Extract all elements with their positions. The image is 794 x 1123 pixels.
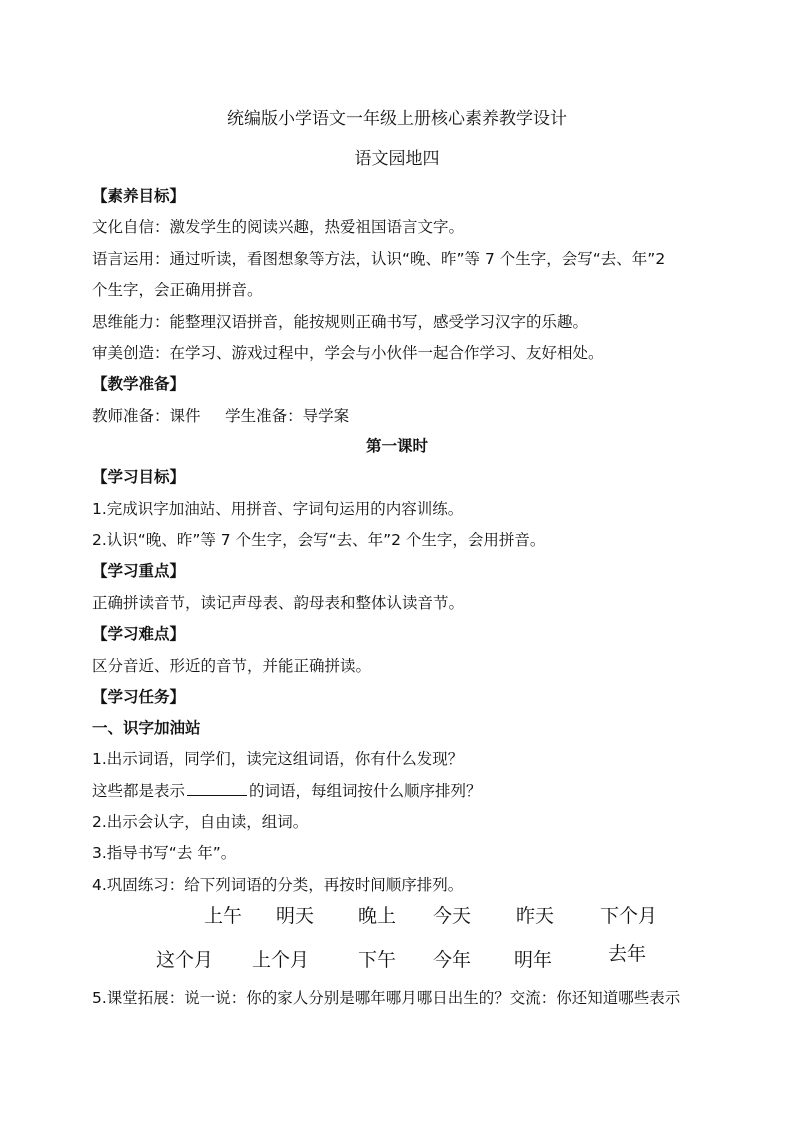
task-5: 5.课堂拓展：说一说：你的家人分别是哪年哪月哪日出生的？交流：你还知道哪些表示 xyxy=(92,989,681,1007)
goal-language-1: 语言运用：通过听读，看图想象等方法，认识“晚、昨”等 7 个生字，会写“去、年”2 xyxy=(92,250,666,268)
goal-language-2: 个生字，会正确用拼音。 xyxy=(92,281,263,299)
goal-aesthetic: 审美创造：在学习、游戏过程中，学会与小伙伴一起合作学习、友好相处。 xyxy=(92,344,604,362)
task-1-question xyxy=(92,780,482,802)
word-card: 明年 xyxy=(514,949,553,971)
heading-tasks: 【学习任务】 xyxy=(92,688,186,706)
word-card: 明天 xyxy=(276,905,315,927)
objective-2: 2.认识“晚、昨”等 7 个生字，会写“去、年”2 个生字，会用拼音。 xyxy=(92,531,546,549)
word-card: 上午 xyxy=(204,905,243,927)
heading-difficulty: 【学习难点】 xyxy=(92,625,186,643)
document-subtitle: 语文园地四 xyxy=(354,149,440,169)
task-1-question-pre: 这些都是表示 xyxy=(92,782,186,800)
task-3: 3.指导书写“去 年”。 xyxy=(92,844,237,862)
word-card: 今天 xyxy=(433,905,472,927)
task-1: 1.出示词语，同学们，读完这组词语，你有什么发现？ xyxy=(92,750,464,768)
word-card: 昨天 xyxy=(516,905,555,927)
lesson-heading: 第一课时 xyxy=(365,437,428,455)
goal-culture: 文化自信：激发学生的阅读兴趣，热爱祖国语言文字。 xyxy=(92,218,465,236)
word-card: 下个月 xyxy=(600,905,658,927)
word-card: 今年 xyxy=(433,949,472,971)
heading-goals: 【素养目标】 xyxy=(92,187,186,205)
difficulty-text: 区分音近、形近的音节，并能正确拼读。 xyxy=(92,657,372,675)
objective-1: 1.完成识字加油站、用拼音、字词句运用的内容训练。 xyxy=(92,500,464,518)
task-section-title: 一、识字加油站 xyxy=(92,719,201,737)
goal-thinking: 思维能力：能整理汉语拼音，能按规则正确书写，感受学习汉字的乐趣。 xyxy=(92,313,589,331)
word-card: 晚上 xyxy=(358,905,397,927)
task-2: 2.出示会认字，自由读，组词。 xyxy=(92,813,309,831)
heading-key-points: 【学习重点】 xyxy=(92,562,186,580)
task-4: 4.巩固练习：给下列词语的分类，再按时间顺序排列。 xyxy=(92,876,464,894)
fill-in-blank xyxy=(187,781,247,796)
task-1-question-post: 的词语，每组词按什么顺序排列？ xyxy=(249,782,482,800)
word-card: 上个月 xyxy=(252,949,310,971)
prep-text: 教师准备：课件 学生准备：导学案 xyxy=(92,407,350,425)
word-card: 下午 xyxy=(358,949,397,971)
heading-prep: 【教学准备】 xyxy=(92,375,186,393)
word-card: 这个月 xyxy=(156,949,214,971)
key-points: 正确拼读音节，读记声母表、韵母表和整体认读音节。 xyxy=(92,594,465,612)
heading-objectives: 【学习目标】 xyxy=(92,468,186,486)
word-card: 去年 xyxy=(608,943,647,965)
document-title: 统编版小学语文一年级上册核心素养教学设计 xyxy=(227,109,567,129)
